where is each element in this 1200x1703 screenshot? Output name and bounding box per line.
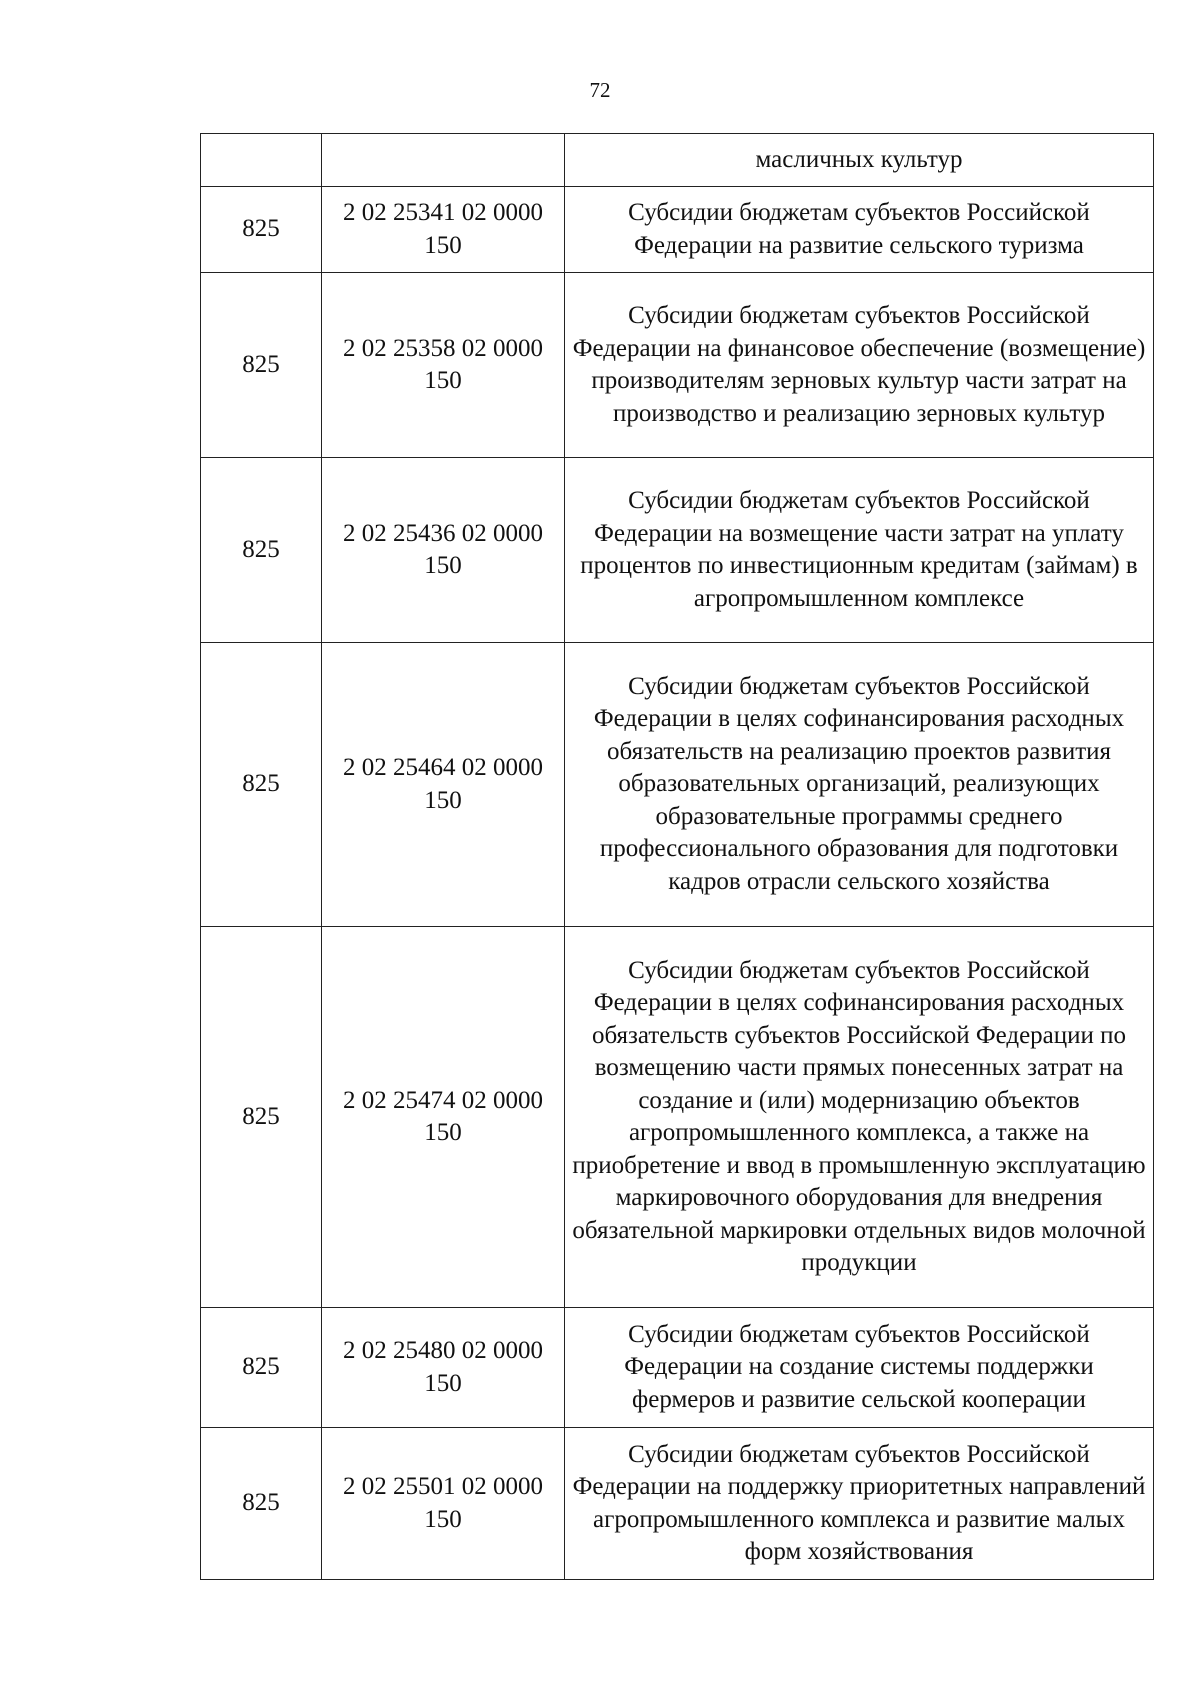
- budget-codes-table: [200, 133, 1154, 1580]
- admin-code-cell: 825: [201, 273, 322, 458]
- budget-code-cell: [322, 458, 565, 643]
- budget-code-text: 2 02 25358 02 0000 150: [343, 334, 543, 394]
- budget-code-text: 2 02 25436 02 0000 150: [343, 519, 543, 579]
- budget-code-cell: [322, 187, 565, 273]
- budget-code-cell: [322, 643, 565, 927]
- income-name-cell: Субсидии бюджетам субъектов Российской Федерации на возмещение части затрат на уплату процентов по инвестиционным кредитам (займам) в агропромышленном комплексе: [565, 458, 1154, 643]
- income-name-cell: масличных культур: [565, 134, 1154, 187]
- budget-code-text: 2 02 25474 02 0000 150: [343, 1086, 543, 1146]
- income-name-cell: Субсидии бюджетам субъектов Российской Федерации в целях софинансирования расходных обязательств субъектов Российской Федерации по возмещению части прямых понесенных затрат на создание и (или) модернизацию объектов агропромышленного комплекса, а также на приобретение и ввод в промышленную эксплуатацию маркировочного оборудования для внедрения обязательной маркировки отдельных видов молочной продукции: [565, 927, 1154, 1308]
- admin-code-cell: 825: [201, 187, 322, 273]
- budget-code-cell: [322, 1428, 565, 1580]
- table-row: [201, 1308, 1154, 1428]
- admin-code-cell: 825: [201, 643, 322, 927]
- income-name-cell: Субсидии бюджетам субъектов Российской Федерации на развитие сельского туризма: [565, 187, 1154, 273]
- income-name-cell: Субсидии бюджетам субъектов Российской Федерации на финансовое обеспечение (возмещение) производителям зерновых культур части затрат на производство и реализацию зерновых культур: [565, 273, 1154, 458]
- income-name-cell: Субсидии бюджетам субъектов Российской Федерации на поддержку приоритетных направлений агропромышленного комплекса и развитие малых форм хозяйствования: [565, 1428, 1154, 1580]
- table-row: [201, 927, 1154, 1308]
- admin-code-cell: 825: [201, 458, 322, 643]
- page-number: 72: [589, 78, 611, 102]
- budget-code-text: 2 02 25464 02 0000 150: [343, 754, 543, 814]
- admin-code-cell: 825: [201, 1428, 322, 1580]
- income-name-cell: Субсидии бюджетам субъектов Российской Федерации на создание системы поддержки фермеров и развитие сельской кооперации: [565, 1308, 1154, 1428]
- budget-code-cell: [322, 273, 565, 458]
- table-row: [201, 643, 1154, 927]
- budget-code-text: 2 02 25341 02 0000 150: [343, 199, 543, 259]
- admin-code-cell: 825: [201, 927, 322, 1308]
- budget-code-cell: [322, 1308, 565, 1428]
- table-row: [201, 458, 1154, 643]
- budget-code-cell: [322, 134, 565, 187]
- table-row: [201, 134, 1154, 187]
- budget-code-text: 2 02 25501 02 0000 150: [343, 1473, 543, 1533]
- table-row: [201, 187, 1154, 273]
- admin-code-cell: [201, 134, 322, 187]
- budget-code-cell: [322, 927, 565, 1308]
- table-row: [201, 273, 1154, 458]
- admin-code-cell: 825: [201, 1308, 322, 1428]
- budget-code-text: 2 02 25480 02 0000 150: [343, 1337, 543, 1397]
- table-row: [201, 1428, 1154, 1580]
- income-name-cell: Субсидии бюджетам субъектов Российской Федерации в целях софинансирования расходных обязательств на реализацию проектов развития образовательных организаций, реализующих образовательные программы среднего профессионального образования для подготовки кадров отрасли сельского хозяйства: [565, 643, 1154, 927]
